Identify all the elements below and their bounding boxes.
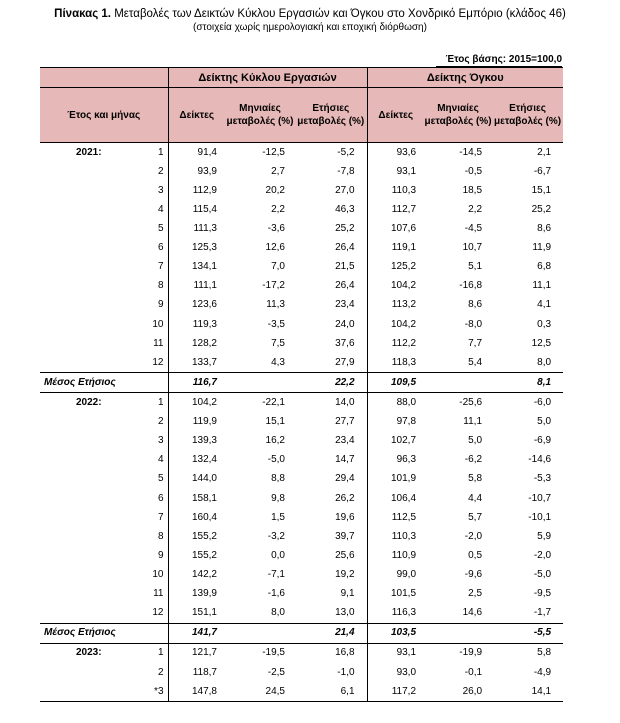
year-cell-empty [40,489,135,508]
volume-average-annual-change: -5,5 [492,623,563,643]
turnover-annual-header: Ετήσιες μεταβολές (%) [295,88,367,143]
year-cell-empty [40,219,135,238]
volume-annual-change-cell: 8,6 [537,222,552,234]
turnover-index-cell: 121,7 [168,643,225,663]
volume-annual-header: Ετήσιες μεταβολές (%) [492,88,563,143]
table-title [0,7,620,21]
volume-index-cell: 104,2 [391,318,417,330]
table-row [40,277,563,296]
turnover-monthly-change-cell: 8,8 [271,473,285,485]
turnover-index-cell: 133,7 [191,356,217,368]
turnover-monthly-change-cell: 15,1 [265,416,285,428]
volume-index-cell: 117,2 [367,682,424,702]
turnover-index-cell: 158,1 [191,492,217,504]
month-cell: 1 [135,143,168,163]
volume-annual-change-cell: -6,0 [492,393,563,413]
month-cell: 2 [135,413,168,432]
turnover-index-cell: 128,2 [191,337,217,349]
volume-index-cell: 112,2 [391,337,417,349]
turnover-index-cell: 147,8 [168,682,225,702]
turnover-monthly-change-cell: -19,5 [225,643,295,663]
turnover-monthly-change-cell: 1,5 [271,511,285,523]
volume-annual-change-cell: 15,1 [531,184,552,196]
turnover-annual-change-cell: 25,2 [295,219,367,238]
turnover-index-cell: 142,2 [191,568,217,580]
month-cell: 8 [135,277,168,296]
table-row [40,334,563,353]
month-cell: 7 [135,258,168,277]
turnover-average-index: 116,7 [168,373,225,393]
turnover-index-cell: 111,1 [193,280,217,292]
table-row [40,470,563,489]
column-header-row [40,88,563,143]
volume-annual-change-cell: -5,0 [533,568,552,580]
indices-table [40,67,563,702]
volume-annual-change-cell: -9,5 [533,588,552,600]
month-cell: *3 [135,682,168,702]
turnover-monthly-change-cell: 8,0 [271,607,285,619]
year-cell-empty [40,413,135,432]
month-cell: 4 [135,451,168,470]
annual-average-row [40,623,563,643]
year-cell-empty [40,258,135,277]
year-cell-empty [40,181,135,200]
volume-annual-change-cell: -6,9 [533,435,552,447]
turnover-monthly-change-cell: -12,5 [225,143,295,163]
volume-average-annual-change: 8,1 [492,373,563,393]
volume-monthly-change-cell: 18,5 [462,184,483,196]
table-row [40,162,563,181]
turnover-index-header: Δείκτες [168,88,225,143]
turnover-monthly-change-cell: 9,8 [271,492,285,504]
volume-index-cell: 93,1 [367,643,424,663]
year-cell-empty [40,432,135,451]
month-cell: 12 [135,353,168,373]
volume-index-cell: 93,6 [367,143,424,163]
year-cell-empty [40,315,135,334]
turnover-annual-change-cell: 19,2 [295,565,367,584]
volume-average-index: 109,5 [367,373,424,393]
turnover-average-annual-change: 21,4 [295,623,367,643]
turnover-monthly-change-cell: 12,6 [265,242,285,254]
volume-monthly-change-cell: 0,5 [468,549,483,561]
table-row [40,296,563,315]
turnover-index-cell: 144,0 [191,473,217,485]
volume-monthly-change-cell: 2,5 [468,588,483,600]
table-row [40,527,563,546]
volume-monthly-change-cell: 8,6 [468,299,483,311]
volume-index-cell: 112,7 [391,203,417,215]
table-row [40,181,563,200]
turnover-annual-change-cell: 26,4 [295,239,367,258]
volume-index-cell: 119,1 [391,242,417,254]
turnover-index-cell: 132,4 [191,454,217,466]
year-cell-empty [40,585,135,604]
volume-average-index: 103,5 [367,623,424,643]
table-row [40,451,563,470]
turnover-annual-change-cell: 29,4 [295,470,367,489]
month-cell: 11 [135,585,168,604]
year-cell-empty [40,565,135,584]
turnover-annual-change-cell: 24,0 [295,315,367,334]
volume-annual-change-cell: 0,3 [537,318,552,330]
table-row [40,315,563,334]
month-cell: 6 [135,239,168,258]
volume-index-cell: 93,1 [396,165,417,177]
volume-index-cell: 125,2 [391,261,417,273]
turnover-index-cell: 115,4 [192,203,217,215]
volume-monthly-change-cell: -9,6 [464,568,483,580]
turnover-annual-change-cell: 9,1 [295,585,367,604]
turnover-monthly-change-cell: 11,3 [266,299,285,311]
volume-annual-change-cell: -2,0 [533,549,552,561]
month-cell: 5 [135,219,168,238]
volume-index-cell: 101,9 [391,473,417,485]
volume-monthly-change-cell: -16,8 [459,280,483,292]
year-cell-empty [40,470,135,489]
month-cell: 3 [135,181,168,200]
average-empty-cell [225,373,295,393]
volume-index-cell: 106,4 [391,492,417,504]
year-cell-empty [40,200,135,219]
month-cell: 9 [135,296,168,315]
turnover-annual-change-cell: 21,5 [295,258,367,277]
month-cell: 1 [135,393,168,413]
volume-index-cell: 96,3 [396,454,417,466]
volume-monthly-change-cell: 14,6 [462,607,483,619]
turnover-annual-change-cell: 27,7 [295,413,367,432]
volume-index-cell: 97,8 [396,416,417,428]
month-cell: 11 [135,334,168,353]
group-header-row [40,68,563,88]
month-cell: 1 [135,643,168,663]
volume-monthly-change-cell: 2,2 [468,203,483,215]
month-cell: 12 [135,604,168,624]
year-cell-empty [40,682,135,702]
volume-monthly-change-cell: 5,1 [468,261,483,273]
volume-index-cell: 104,2 [391,280,417,292]
turnover-index-cell: 118,7 [192,666,217,678]
turnover-annual-change-cell: 13,0 [295,604,367,624]
turnover-annual-change-cell: 14,7 [295,451,367,470]
turnover-monthly-change-cell: 16,2 [265,435,285,447]
volume-monthly-change-cell: 5,7 [468,511,483,523]
month-cell: 8 [135,527,168,546]
turnover-index-cell: 139,9 [191,588,217,600]
turnover-monthly-change-cell: -3,2 [267,530,285,542]
turnover-monthly-change-cell: -3,5 [267,318,285,330]
turnover-annual-change-cell: 16,8 [295,643,367,663]
volume-index-header: Δείκτες [367,88,424,143]
turnover-index-cell: 112,9 [192,184,217,196]
average-empty-cell [424,373,492,393]
turnover-annual-change-cell: 14,0 [295,393,367,413]
turnover-index-cell: 155,2 [191,549,217,561]
table-row [40,643,563,663]
turnover-index-cell: 151,1 [191,607,217,619]
base-year-note: Έτος βάσης: 2015=100,0 [445,54,562,65]
turnover-annual-change-cell: 23,4 [295,296,367,315]
turnover-annual-change-cell: 25,6 [295,546,367,565]
turnover-monthly-change-cell: -22,1 [225,393,295,413]
volume-index-cell: 99,0 [396,568,417,580]
volume-annual-change-cell: -10,7 [528,492,552,504]
table-row [40,200,563,219]
year-cell-empty [40,334,135,353]
table-row [40,682,563,702]
volume-monthly-change-cell: 5,4 [468,356,483,368]
volume-annual-change-cell: 2,1 [492,143,563,163]
table-row [40,143,563,163]
volume-annual-change-cell: 11,1 [532,280,552,292]
turnover-average-annual-change: 22,2 [295,373,367,393]
volume-index-cell: 116,3 [391,607,417,619]
volume-monthly-change-cell: -6,2 [464,454,483,466]
volume-annual-change-cell: -4,9 [533,666,552,678]
turnover-monthly-change-cell: -7,1 [267,568,285,580]
table-row [40,508,563,527]
year-cell-empty [40,604,135,624]
volume-annual-change-cell: -10,1 [528,511,552,523]
volume-monthly-change-cell: -19,9 [424,643,492,663]
month-cell: 2 [135,663,168,682]
table-row [40,353,563,373]
volume-index-cell: 110,9 [391,549,417,561]
turnover-annual-change-cell: 37,6 [295,334,367,353]
table-number: Πίνακας 1. [54,8,112,20]
turnover-index-cell: 111,3 [193,222,217,234]
volume-annual-change-cell: 4,1 [537,299,552,311]
volume-index-cell: 112,5 [391,511,417,523]
table-row [40,663,563,682]
turnover-index-cell: 93,9 [197,165,217,177]
month-cell: 3 [135,432,168,451]
table-row [40,219,563,238]
header-blank-cell [40,68,168,88]
table-row [40,604,563,624]
volume-monthly-change-cell: -14,5 [424,143,492,163]
table-row [40,565,563,584]
table-row [40,489,563,508]
year-cell-empty [40,353,135,373]
turnover-annual-change-cell: -7,8 [295,162,367,181]
volume-annual-change-cell: -14,6 [528,454,552,466]
month-cell: 7 [135,508,168,527]
turnover-monthly-change-cell: -1,6 [267,588,285,600]
volume-annual-change-cell: 25,2 [531,203,552,215]
volume-index-cell: 113,2 [391,299,417,311]
month-cell: 2 [135,162,168,181]
volume-annual-change-cell: -5,3 [533,473,552,485]
volume-monthly-header: Μηνιαίες μεταβολές (%) [424,88,492,143]
table-row [40,432,563,451]
volume-index-cell: 118,3 [391,356,417,368]
turnover-monthly-change-cell: 2,2 [271,203,285,215]
turnover-annual-change-cell: -5,2 [295,143,367,163]
volume-annual-change-cell: 5,9 [537,530,552,542]
annual-average-label: Μέσος Ετήσιος [40,373,168,393]
turnover-index-cell: 91,4 [168,143,225,163]
volume-annual-change-cell: 5,0 [537,416,552,428]
volume-annual-change-cell: 12,5 [531,337,552,349]
month-cell: 10 [135,315,168,334]
table-row [40,258,563,277]
year-cell-empty [40,239,135,258]
year-cell-empty [40,527,135,546]
turnover-index-cell: 134,1 [191,261,217,273]
turnover-annual-change-cell: 46,3 [295,200,367,219]
year-cell-empty [40,508,135,527]
turnover-annual-change-cell: 27,0 [295,181,367,200]
volume-index-cell: 88,0 [367,393,424,413]
turnover-index-cell: 119,3 [192,318,217,330]
volume-monthly-change-cell: 10,7 [462,242,483,254]
turnover-index-cell: 123,6 [191,299,217,311]
month-cell: 10 [135,565,168,584]
turnover-monthly-change-cell: 24,5 [225,682,295,702]
month-cell: 5 [135,470,168,489]
turnover-annual-change-cell: 19,6 [295,508,367,527]
turnover-index-cell: 119,9 [192,416,217,428]
year-label: 2021: [40,143,135,163]
turnover-monthly-change-cell: 2,7 [271,165,285,177]
turnover-annual-change-cell: 6,1 [295,682,367,702]
year-cell-empty [40,277,135,296]
turnover-monthly-change-cell: -3,6 [267,222,285,234]
month-cell: 9 [135,546,168,565]
year-label: 2023: [40,643,135,663]
turnover-monthly-header: Μηνιαίες μεταβολές (%) [225,88,295,143]
volume-monthly-change-cell: -4,5 [464,222,483,234]
turnover-monthly-change-cell: 0,0 [271,549,285,561]
month-cell: 6 [135,489,168,508]
turnover-index-group-header: Δείκτης Κύκλου Εργασιών [168,68,367,88]
volume-annual-change-cell: 5,8 [492,643,563,663]
month-cell: 4 [135,200,168,219]
volume-index-cell: 101,5 [391,588,417,600]
average-empty-cell [225,623,295,643]
year-cell-empty [40,663,135,682]
volume-monthly-change-cell: 26,0 [424,682,492,702]
table-row [40,585,563,604]
volume-index-cell: 93,0 [396,666,417,678]
year-cell-empty [40,451,135,470]
turnover-index-cell: 155,2 [191,530,217,542]
volume-monthly-change-cell: -2,0 [464,530,483,542]
volume-index-cell: 110,3 [391,530,417,542]
table-subtitle: (στοιχεία χωρίς ημερολογιακή και εποχική διόρθωση) [193,22,427,33]
turnover-monthly-change-cell: 7,5 [271,337,285,349]
table-row [40,413,563,432]
turnover-monthly-change-cell: -17,2 [262,280,285,292]
volume-index-group-header: Δείκτης Όγκου [367,68,563,88]
volume-monthly-change-cell: -0,5 [464,165,483,177]
volume-index-cell: 102,7 [391,435,417,447]
turnover-index-cell: 125,3 [191,242,217,254]
table-row [40,546,563,565]
volume-index-cell: 107,6 [391,222,417,234]
volume-monthly-change-cell: 7,7 [468,337,483,349]
turnover-annual-change-cell: 26,4 [295,277,367,296]
year-month-header: Έτος και μήνας [40,88,168,143]
volume-index-cell: 110,3 [391,184,417,196]
volume-monthly-change-cell: -0,1 [464,666,483,678]
turnover-monthly-change-cell: -5,0 [267,454,285,466]
year-cell-empty [40,296,135,315]
table-row [40,239,563,258]
volume-annual-change-cell: 6,8 [537,261,552,273]
volume-annual-change-cell: -6,7 [533,165,552,177]
turnover-annual-change-cell: 27,9 [295,353,367,373]
turnover-annual-change-cell: 23,4 [295,432,367,451]
turnover-monthly-change-cell: 20,2 [265,184,285,196]
turnover-annual-change-cell: 39,7 [295,527,367,546]
volume-annual-change-cell: 14,1 [492,682,563,702]
table-title-text: Μεταβολές των Δεικτών Κύκλου Εργασιών και Όγκου στο Χονδρικό Εμπόριο (κλάδος 46) [111,8,566,20]
turnover-index-cell: 139,3 [191,435,217,447]
average-empty-cell [424,623,492,643]
volume-annual-change-cell: 11,9 [532,242,552,254]
annual-average-label: Μέσος Ετήσιος [40,623,168,643]
year-label: 2022: [40,393,135,413]
annual-average-row [40,373,563,393]
turnover-index-cell: 104,2 [168,393,225,413]
table-row [40,393,563,413]
volume-annual-change-cell: -1,7 [533,607,552,619]
volume-monthly-change-cell: 4,4 [468,492,483,504]
turnover-average-index: 141,7 [168,623,225,643]
year-cell-empty [40,162,135,181]
volume-monthly-change-cell: -25,6 [424,393,492,413]
turnover-annual-change-cell: -1,0 [295,663,367,682]
turnover-monthly-change-cell: -2,5 [267,666,285,678]
turnover-annual-change-cell: 26,2 [295,489,367,508]
volume-monthly-change-cell: 5,0 [468,435,483,447]
turnover-monthly-change-cell: 7,0 [271,261,285,273]
volume-monthly-change-cell: 5,8 [468,473,483,485]
year-cell-empty [40,546,135,565]
volume-monthly-change-cell: -8,0 [464,318,483,330]
volume-monthly-change-cell: 11,1 [463,416,483,428]
turnover-monthly-change-cell: 4,3 [271,356,285,368]
turnover-index-cell: 160,4 [191,511,217,523]
volume-annual-change-cell: 8,0 [537,356,552,368]
